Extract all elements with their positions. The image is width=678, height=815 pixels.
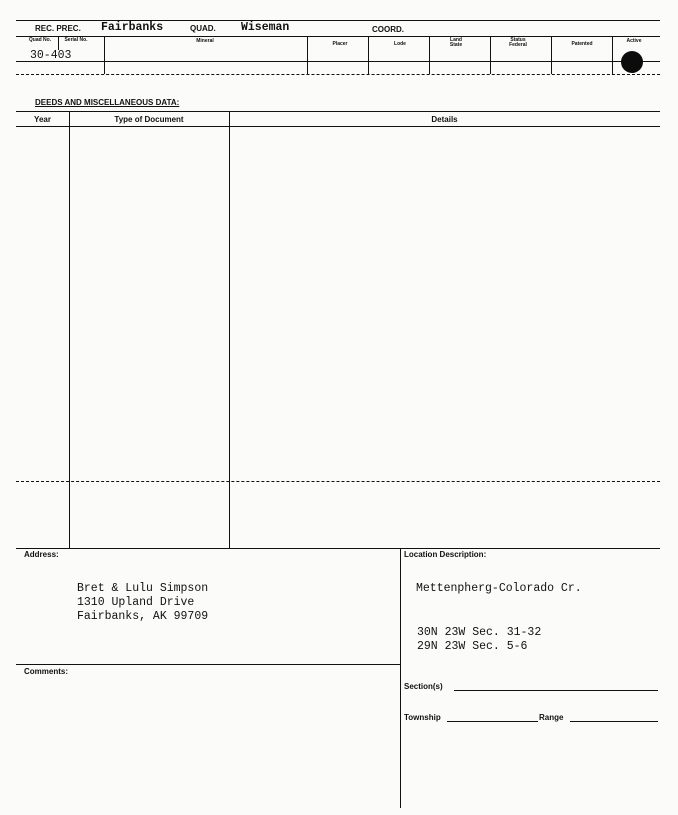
- location-name: Mettenpherg-Colorado Cr.: [416, 582, 582, 595]
- sections-label: Section(s): [404, 682, 443, 691]
- divider-patented-active: [612, 36, 613, 74]
- divider-mineral-placer: [307, 36, 308, 74]
- range-label: Range: [539, 713, 564, 722]
- divider-lode-land: [429, 36, 430, 74]
- address-label: Address:: [24, 550, 59, 559]
- location-line-2: 29N 23W Sec. 5-6: [417, 640, 528, 653]
- col-year-header: Year: [34, 115, 51, 124]
- address-line-3: Fairbanks, AK 99709: [77, 610, 209, 623]
- range-fill-line: [570, 721, 658, 722]
- address-line-2: 1310 Upland Drive: [77, 596, 195, 609]
- patented-label: Patented: [571, 41, 593, 47]
- divider-year-type: [69, 111, 70, 548]
- location-line-1: 30N 23W Sec. 31-32: [417, 626, 542, 639]
- location-legal-block: [417, 626, 541, 654]
- serial-no-label: Serial No.: [64, 37, 88, 43]
- divider-type-details: [229, 111, 230, 548]
- status-federal-label: Status Federal: [509, 37, 527, 48]
- address-line-1: Bret & Lulu Simpson: [77, 582, 209, 595]
- comments-label: Comments:: [24, 667, 69, 676]
- col-type-header: Type of Document: [114, 115, 184, 124]
- divider-status-patented: [551, 36, 552, 74]
- rec-prec-label: REC. PREC.: [35, 24, 81, 33]
- active-filled-circle: [621, 51, 643, 73]
- deeds-top-rule: [16, 111, 660, 112]
- divider-placer-lode: [368, 36, 369, 74]
- land-state-label: Land State: [449, 37, 463, 48]
- col-details-header: Details: [431, 115, 458, 124]
- header-row-rule: [16, 36, 660, 37]
- mineral-label: Mineral: [196, 38, 214, 44]
- divider-quad-serial: [58, 36, 59, 50]
- deeds-header-rule: [16, 126, 660, 127]
- header-mid-rule: [16, 61, 660, 62]
- quad-label: QUAD.: [190, 24, 216, 33]
- divider-land-status: [490, 36, 491, 74]
- divider-address-location: [400, 548, 401, 808]
- sections-fill-line: [454, 690, 658, 691]
- township-fill-line: [447, 721, 538, 722]
- coord-label: COORD.: [372, 25, 404, 34]
- deeds-dashed-rule: [16, 481, 660, 482]
- quad-no-label: Quad No.: [28, 37, 52, 43]
- header-bottom-dashed: [16, 74, 660, 75]
- quad-value: Wiseman: [241, 21, 290, 34]
- address-comments-rule: [16, 664, 400, 665]
- township-label: Township: [404, 713, 441, 722]
- location-label: Location Description:: [404, 550, 487, 559]
- address-block: [77, 582, 208, 624]
- placer-label: Placer: [332, 41, 348, 47]
- quad-no-value: 30-403: [30, 49, 72, 62]
- divider-serial-mineral: [104, 36, 105, 74]
- deeds-section-title: DEEDS AND MISCELLANEOUS DATA:: [35, 98, 180, 107]
- active-label: Active: [626, 38, 642, 44]
- deeds-bottom-rule: [16, 548, 660, 549]
- lode-label: Lode: [394, 41, 406, 47]
- rec-prec-value: Fairbanks: [101, 21, 164, 34]
